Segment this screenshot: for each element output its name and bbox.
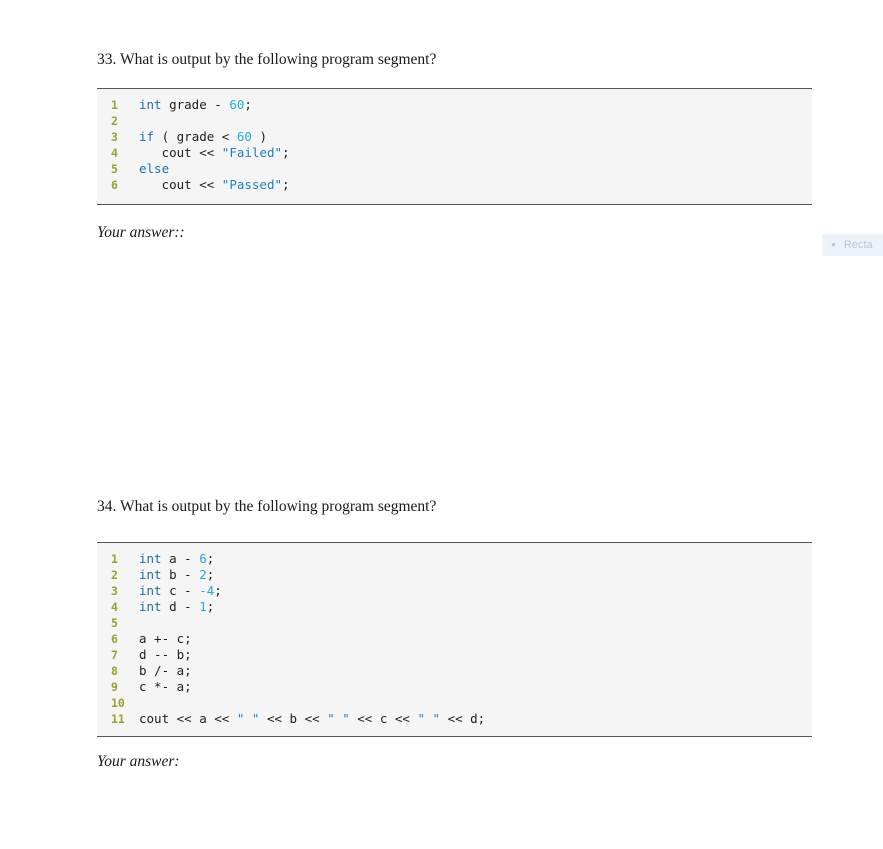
answer-label-34: Your answer:: [97, 753, 180, 770]
code-text: [139, 679, 192, 695]
code-token: int: [139, 567, 162, 582]
code-text: [139, 631, 192, 647]
question-33-title: 33. What is output by the following program segment?: [97, 51, 437, 68]
code-token: << d;: [440, 711, 486, 726]
code-text: [139, 177, 290, 193]
code-token: -4: [199, 583, 215, 598]
line-number: 3: [111, 584, 118, 598]
code-token: grade -: [161, 97, 230, 112]
code-token: << c <<: [349, 711, 418, 726]
code-token: "Failed": [221, 145, 283, 160]
code-token: " ": [327, 711, 350, 726]
code-block-34: [97, 542, 812, 737]
code-text: [139, 145, 290, 161]
code-token: 1: [199, 599, 207, 614]
code-token: ): [251, 129, 267, 144]
code-token: " ": [236, 711, 260, 726]
code-token: 6: [199, 551, 207, 566]
question-34-title: 34. What is output by the following program segment?: [97, 498, 437, 515]
code-token: ;: [206, 567, 215, 582]
code-text: [139, 161, 169, 177]
code-token: d -: [161, 599, 200, 614]
answer-label-33: Your answer::: [97, 224, 185, 241]
code-token: ;: [206, 599, 215, 614]
line-number: 6: [111, 632, 118, 646]
line-number: 3: [111, 130, 118, 144]
code-token: cout <<: [139, 145, 222, 160]
code-block-33: [97, 88, 812, 205]
code-token: b /- a;: [139, 663, 192, 678]
code-token: cout <<: [139, 177, 222, 192]
code-text: [139, 599, 214, 615]
code-text: [139, 711, 485, 727]
line-number: 4: [111, 600, 118, 614]
code-token: c *- a;: [139, 679, 192, 694]
code-text: [139, 647, 192, 663]
line-number: 5: [111, 616, 118, 630]
line-number: 5: [111, 162, 118, 176]
code-text: [139, 129, 267, 145]
code-token: 60: [236, 129, 252, 144]
line-number: 2: [111, 568, 118, 582]
code-token: ;: [206, 551, 215, 566]
code-token: ;: [282, 145, 290, 160]
code-token: int: [139, 551, 162, 566]
line-number: 7: [111, 648, 118, 662]
line-number: 9: [111, 680, 118, 694]
code-token: ;: [244, 97, 252, 112]
dot-icon: ●: [831, 240, 836, 250]
code-text: [139, 97, 252, 113]
code-text: [139, 583, 222, 599]
code-text: [139, 663, 192, 679]
code-token: int: [139, 583, 162, 598]
line-number: 1: [111, 552, 118, 566]
code-token: int: [139, 599, 162, 614]
rectangle-tool-label: Recta: [843, 239, 873, 251]
line-number: 8: [111, 664, 118, 678]
line-number: 1: [111, 98, 118, 112]
code-token: a -: [161, 551, 200, 566]
code-token: a +- c;: [139, 631, 192, 646]
line-number: 10: [111, 696, 125, 710]
code-token: cout << a <<: [139, 711, 237, 726]
code-token: ;: [214, 583, 222, 598]
code-token: 2: [199, 567, 207, 582]
code-token: int: [139, 97, 162, 112]
line-number: 4: [111, 146, 118, 160]
line-number: 11: [111, 712, 125, 726]
code-text: [139, 551, 214, 567]
rectangle-tool-tag[interactable]: [822, 234, 883, 256]
code-token: << b <<: [259, 711, 328, 726]
code-token: 60: [229, 97, 245, 112]
code-token: c -: [161, 583, 200, 598]
code-token: d -- b;: [139, 647, 192, 662]
code-token: ( grade <: [154, 129, 237, 144]
code-token: if: [139, 129, 155, 144]
code-token: "Passed": [221, 177, 283, 192]
code-text: [139, 567, 214, 583]
code-token: else: [139, 161, 170, 176]
line-number: 2: [111, 114, 118, 128]
code-token: ;: [282, 177, 290, 192]
line-number: 6: [111, 178, 118, 192]
code-token: b -: [161, 567, 200, 582]
code-token: " ": [417, 711, 441, 726]
